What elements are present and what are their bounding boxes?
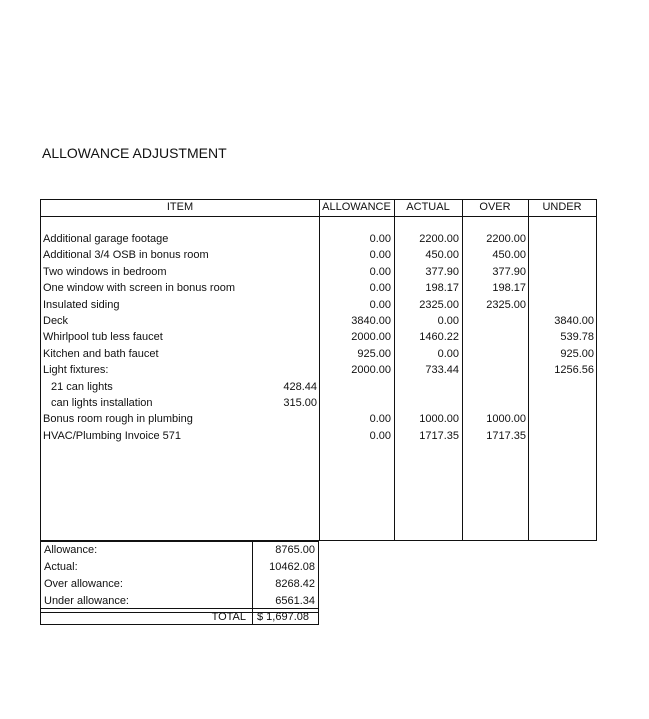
item-name: Insulated siding xyxy=(43,298,120,311)
column-header-actual: ACTUAL xyxy=(406,201,450,213)
cell-over: 198.17 xyxy=(492,282,526,295)
cell-actual: 2325.00 xyxy=(419,298,459,311)
cell-actual: 0.00 xyxy=(437,347,459,360)
table-row xyxy=(41,364,596,380)
summary-row xyxy=(41,576,318,593)
cell-actual: 733.44 xyxy=(425,364,459,377)
column-header-item: ITEM xyxy=(166,201,194,213)
summary-row xyxy=(41,542,318,559)
summary-label: Over allowance: xyxy=(44,578,123,590)
table-row xyxy=(41,233,596,249)
item-name: Bonus room rough in plumbing xyxy=(43,413,193,426)
cell-allowance: 0.00 xyxy=(369,249,391,262)
cell-actual: 1717.35 xyxy=(419,429,459,442)
allowance-table xyxy=(40,199,597,541)
item-name: Kitchen and bath faucet xyxy=(43,347,159,360)
summary-value: 6561.34 xyxy=(275,595,315,607)
cell-actual: 450.00 xyxy=(425,249,459,262)
cell-sub: 428.44 xyxy=(283,380,317,393)
table-row xyxy=(41,430,596,446)
summary-value: 8765.00 xyxy=(275,544,315,556)
table-row xyxy=(41,381,596,397)
cell-allowance: 0.00 xyxy=(369,413,391,426)
cell-under: 539.78 xyxy=(560,331,594,344)
cell-over: 377.90 xyxy=(492,265,526,278)
cell-actual: 1000.00 xyxy=(419,413,459,426)
item-name: Additional 3/4 OSB in bonus room xyxy=(43,249,209,262)
summary-label: Allowance: xyxy=(44,544,98,556)
page-title: ALLOWANCE ADJUSTMENT xyxy=(42,145,227,161)
table-row xyxy=(41,315,596,331)
column-header-under: UNDER xyxy=(542,201,582,213)
total-value: $ 1,697.08 xyxy=(257,611,309,623)
cell-actual: 1460.22 xyxy=(419,331,459,344)
cell-allowance: 0.00 xyxy=(369,298,391,311)
cell-actual: 0.00 xyxy=(437,315,459,327)
cell-over: 1717.35 xyxy=(486,429,526,442)
item-name: Whirlpool tub less faucet xyxy=(43,331,163,344)
table-row xyxy=(41,266,596,282)
cell-allowance: 925.00 xyxy=(357,347,391,360)
cell-allowance: 0.00 xyxy=(369,265,391,278)
cell-allowance: 2000.00 xyxy=(351,331,391,344)
table-row xyxy=(41,282,596,298)
cell-allowance: 0.00 xyxy=(369,233,391,245)
item-name: Light fixtures: xyxy=(43,364,109,377)
cell-allowance: 3840.00 xyxy=(351,315,391,327)
summary-label: Actual: xyxy=(44,561,78,573)
table-row xyxy=(41,249,596,265)
table-row xyxy=(41,299,596,315)
summary-label: Under allowance: xyxy=(44,595,129,607)
summary-value: 8268.42 xyxy=(275,578,315,590)
cell-over: 450.00 xyxy=(492,249,526,262)
cell-allowance: 2000.00 xyxy=(351,364,391,377)
cell-under: 1256.56 xyxy=(554,364,594,377)
table-row xyxy=(41,331,596,347)
cell-sub: 315.00 xyxy=(283,397,317,409)
summary-row xyxy=(41,559,318,576)
total-label: TOTAL xyxy=(211,611,246,623)
cell-allowance: 0.00 xyxy=(369,429,391,442)
table-row xyxy=(41,413,596,429)
cell-over: 2200.00 xyxy=(486,233,526,245)
summary-value: 10462.08 xyxy=(269,561,315,573)
total-row xyxy=(40,608,319,625)
cell-allowance: 0.00 xyxy=(369,282,391,295)
cell-over: 2325.00 xyxy=(486,298,526,311)
item-name: One window with screen in bonus room xyxy=(43,282,235,295)
cell-under: 3840.00 xyxy=(554,315,594,327)
cell-under: 925.00 xyxy=(560,347,594,360)
item-name: 21 can lights xyxy=(51,380,113,393)
summary-box xyxy=(40,541,319,613)
column-header-allowance: ALLOWANCE xyxy=(322,201,391,213)
item-name: Deck xyxy=(43,315,69,327)
cell-actual: 2200.00 xyxy=(419,233,459,245)
table-row xyxy=(41,348,596,364)
cell-actual: 377.90 xyxy=(425,265,459,278)
item-name: can lights installation xyxy=(51,397,153,409)
cell-over: 1000.00 xyxy=(486,413,526,426)
cell-actual: 198.17 xyxy=(425,282,459,295)
total-value-cell xyxy=(252,609,318,624)
item-name: HVAC/Plumbing Invoice 571 xyxy=(43,429,181,442)
column-header-over: OVER xyxy=(479,201,511,213)
item-name: Two windows in bedroom xyxy=(43,265,167,278)
table-row xyxy=(41,397,596,413)
item-name: Additional garage footage xyxy=(43,233,169,245)
